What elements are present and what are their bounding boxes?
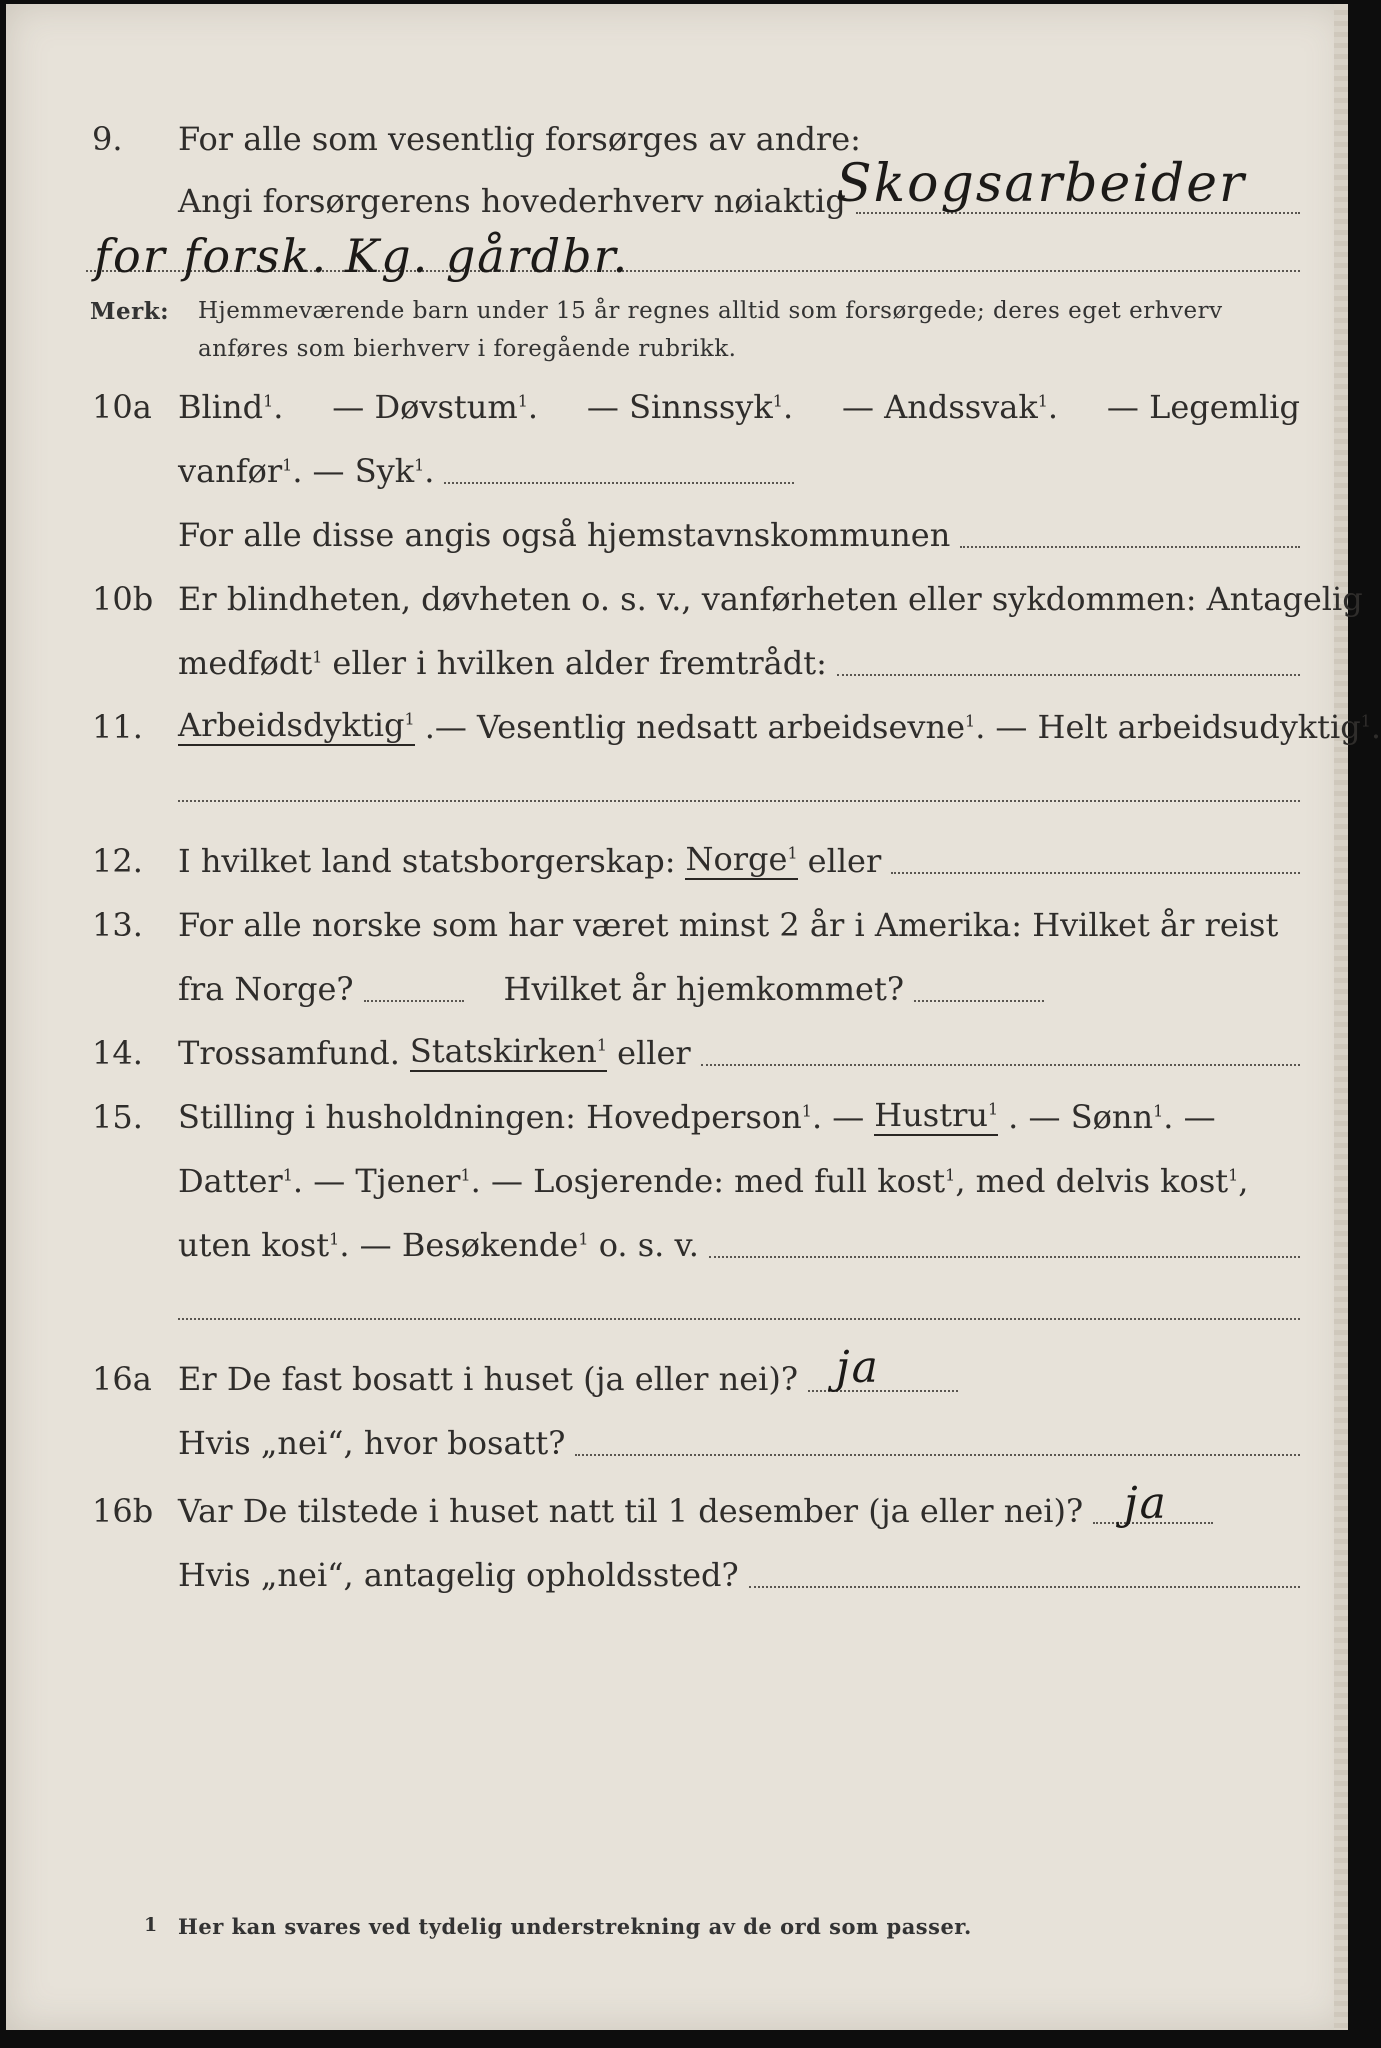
q16a-number: 16a — [92, 1360, 152, 1398]
q16a-text1: Er De fast bosatt i huset (ja eller nei)? — [178, 1360, 799, 1398]
q16a-handwritten-answer: ja — [836, 1342, 880, 1393]
q10a-text3: For alle disse angis også hjemstavnskommunen — [178, 516, 951, 554]
q13-line1 — [6, 890, 1348, 950]
perforated-edge — [1334, 4, 1348, 2030]
q11-line2 — [6, 754, 1348, 814]
q9-text1: For alle som vesentlig forsørges av andre: — [178, 120, 861, 158]
q16a-line2 — [6, 1408, 1348, 1468]
merk-label: Merk: — [90, 298, 170, 325]
q11-opt-arbeidsdyktig[interactable]: Arbeidsdyktig$^1$ — [178, 706, 415, 744]
q14-line — [6, 1018, 1348, 1078]
q15-opt-uten-kost[interactable]: uten kost$^1$. — Besøkende$^1$ o. s. v. — [178, 1226, 699, 1264]
q12-tail: eller — [807, 842, 882, 880]
q11-opt-nedsatt[interactable]: .— Vesentlig nedsatt arbeidsevne$^1$. — [424, 708, 986, 746]
q9-number: 9. — [92, 120, 123, 158]
q13-reist-line[interactable] — [364, 999, 464, 1002]
q9-handwritten-answer2: for forsk. Kg. gårdbr. — [94, 229, 630, 283]
q10a-number: 10a — [92, 388, 152, 426]
q10a-line3 — [6, 500, 1348, 560]
q10a-opt-legemlig[interactable]: — Legemlig — [1106, 388, 1300, 426]
q15-answer-line[interactable] — [709, 1255, 1300, 1258]
q11-line1 — [6, 692, 1381, 752]
q10a-syk-line[interactable] — [444, 481, 794, 484]
q9-handwritten-answer1: Skogsarbeider — [836, 154, 1246, 214]
q15-line3 — [6, 1210, 1348, 1270]
q15-answer-line2[interactable] — [178, 1317, 1300, 1320]
q10b-answer-line[interactable] — [837, 673, 1300, 676]
q10b-line1 — [6, 564, 1363, 624]
q10a-hjemstavn-line[interactable] — [960, 545, 1300, 548]
q14-answer-line[interactable] — [701, 1063, 1300, 1066]
q16b-opholdssted-line[interactable] — [749, 1585, 1300, 1588]
q13-text2b: Hvilket år hjemkommet? — [503, 970, 904, 1008]
q14-text: Trossamfund. — [178, 1034, 400, 1072]
q12-opt-norge[interactable]: Norge$^1$ — [685, 840, 798, 878]
q10b-text2: eller i hvilken alder fremtrådt: — [332, 644, 827, 682]
q10a-line1 — [6, 372, 1348, 432]
q11-opt-udyktig[interactable]: — Helt arbeidsudyktig$^1$. — [995, 708, 1381, 746]
q16b-text2: Hvis „nei“, antagelig opholdssted? — [178, 1556, 739, 1594]
q10a-opt-sinnssyk[interactable]: — Sinnssyk$^1$. — [586, 388, 794, 426]
q15-line2 — [6, 1146, 1348, 1206]
q10a-opt-andssvak[interactable]: — Andssvak$^1$. — [841, 388, 1059, 426]
q16a-bosatt-line[interactable] — [575, 1453, 1300, 1456]
q12-number: 12. — [92, 842, 143, 880]
merk-text1: Hjemmeværende barn under 15 år regnes alltid som forsørgede; deres eget erhverv — [198, 298, 1223, 324]
q9-text2: Angi forsørgerens hovederhverv nøiaktig — [178, 182, 846, 220]
q11-number: 11. — [92, 708, 143, 746]
q14-number: 14. — [92, 1034, 143, 1072]
q10b-text1: Er blindheten, døvheten o. s. v., vanførheten eller sykdommen: Antagelig — [178, 580, 1363, 618]
q13-number: 13. — [92, 906, 143, 944]
footnote-mark: 1 — [144, 1914, 158, 1936]
q16b-text1: Var De tilstede i huset natt til 1 desember (ja eller nei)? — [178, 1492, 1084, 1530]
q16a-line1 — [6, 1344, 1348, 1404]
q16b-number: 16b — [92, 1492, 154, 1530]
merk-text2: anføres som bierhverv i foregående rubrikk. — [198, 336, 737, 362]
q13-line2 — [6, 954, 1348, 1014]
q16b-line2 — [6, 1540, 1348, 1600]
q13-text1: For alle norske som har været minst 2 år i Amerika: Hvilket år reist — [178, 906, 1279, 944]
q10b-number: 10b — [92, 580, 154, 618]
q13-hjemkommet-line[interactable] — [914, 999, 1044, 1002]
q11-answer-line[interactable] — [178, 799, 1300, 802]
q16a-answer-line[interactable] — [808, 1389, 958, 1392]
q16b-handwritten-answer: ja — [1124, 1478, 1168, 1529]
q10a-opt-blind[interactable]: Blind$^1$. — [178, 388, 284, 426]
q15-line1 — [6, 1082, 1348, 1142]
q14-tail: eller — [617, 1034, 691, 1072]
q12-line — [6, 826, 1348, 886]
footnote-text: Her kan svares ved tydelig understrekning av de ord som passer. — [178, 1914, 972, 1939]
q10a-opt-syk[interactable]: — Syk$^1$. — [312, 452, 435, 490]
q10a-opt-vanfor[interactable]: vanfør$^1$. — [178, 452, 303, 490]
q15-number: 15. — [92, 1098, 143, 1136]
q10b-line2 — [6, 628, 1348, 688]
q10a-opt-dovstum[interactable]: — Døvstum$^1$. — [332, 388, 539, 426]
q14-opt-statskirken[interactable]: Statskirken$^1$ — [409, 1032, 608, 1070]
q12-answer-line[interactable] — [891, 871, 1300, 874]
q10a-line2 — [6, 436, 1348, 496]
q15-opt-sonn[interactable]: . — Sønn$^1$. — — [1008, 1098, 1216, 1136]
q15-opt-datter[interactable]: Datter$^1$. — Tjener$^1$. — Losjerende: med full kost$^1$, med delvis kost$^1$, — [178, 1162, 1249, 1200]
q13-text2a: fra Norge? — [178, 970, 354, 1008]
q16a-text2: Hvis „nei“, hvor bosatt? — [178, 1424, 566, 1462]
q15-line4 — [6, 1272, 1348, 1332]
q15-opt-hovedperson[interactable]: Stilling i husholdningen: Hovedperson$^1$. — — [178, 1098, 865, 1136]
q12-text: I hvilket land statsborgerskap: — [178, 842, 676, 880]
q10b-opt-medfodt[interactable]: medfødt$^1$ — [178, 644, 323, 682]
q15-opt-hustru[interactable]: Hustru$^1$ — [874, 1096, 999, 1134]
census-form-page — [6, 4, 1381, 2030]
